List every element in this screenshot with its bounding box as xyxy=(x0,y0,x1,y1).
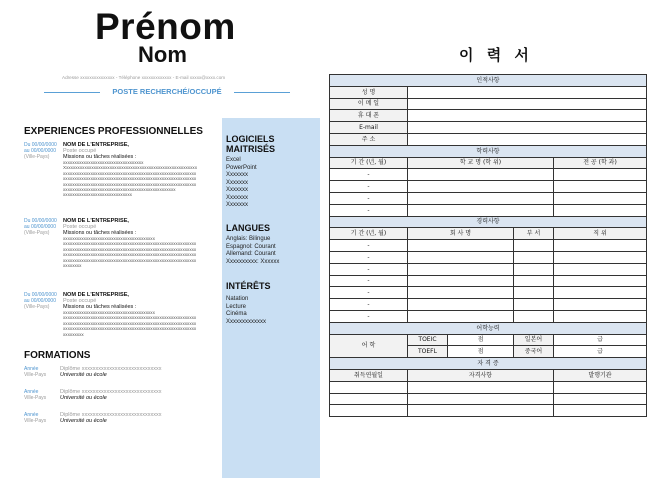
job-body xyxy=(63,142,228,198)
career-dept[interactable] xyxy=(514,275,554,287)
job-line: xxxxxxxxxxxxxxxxxxxxxxxxxxxxxxxxxxx xyxy=(63,160,144,165)
cert-issuer[interactable] xyxy=(554,381,647,393)
table-row xyxy=(330,228,647,240)
formation-year: Année xyxy=(24,366,39,372)
formation-school: Université ou école xyxy=(60,418,107,424)
table-row xyxy=(330,369,647,381)
formation-body xyxy=(60,389,220,401)
job-line: xxxxxxxxxxxxxxxxxxxxxxxxxxxxxxxxxxxxxxxxxxxxxxxxxxxxxxxxxx xyxy=(63,181,197,187)
career-col: 직 위 xyxy=(554,228,647,240)
first-name: Prénom xyxy=(95,6,236,47)
list-item: Cinéma xyxy=(226,311,247,317)
formation-date xyxy=(24,412,58,424)
job-body xyxy=(63,218,228,268)
cert-name[interactable] xyxy=(408,393,554,405)
personal-value[interactable] xyxy=(408,86,647,98)
formation-diploma: Diplôme xxxxxxxxxxxxxxxxxxxxxxxxxxxxx xyxy=(60,412,162,418)
education-col: 전 공 (학 과) xyxy=(554,157,647,169)
last-name: Nom xyxy=(138,42,187,67)
education-school[interactable] xyxy=(408,181,554,193)
job-date-from: Du 00/00/0000 xyxy=(24,218,57,224)
career-period[interactable]: - xyxy=(330,240,408,252)
formation-city: Ville-Pays xyxy=(24,418,47,424)
table-row xyxy=(330,299,647,311)
cert-name[interactable] xyxy=(408,381,554,393)
career-position[interactable] xyxy=(554,251,647,263)
cv-sidebar xyxy=(222,118,320,478)
career-period[interactable]: - xyxy=(330,287,408,299)
job-line: xxxxxxxxxxxxxxxxxxxxxxxxxxxxxxxxxxxxxxxxxxxxxxxxx xyxy=(63,187,176,193)
list-item: PowerPoint xyxy=(226,164,257,171)
job-line: xxxxxxxxxxxxxxxxxxxxxxxxxxxxxxxxxxxxxxxxxxxxxxxxxxxxxxxxxx xyxy=(63,315,197,321)
cert-date[interactable] xyxy=(330,381,408,393)
personal-label: 이 메 일 xyxy=(330,98,408,110)
career-col: 부 서 xyxy=(514,228,554,240)
table-row xyxy=(330,381,647,393)
poste-title: POSTE RECHERCHÉ/OCCUPÉ xyxy=(112,87,222,96)
career-company[interactable] xyxy=(408,251,514,263)
education-major[interactable] xyxy=(554,192,647,204)
table-row xyxy=(330,133,647,145)
list-item: Anglais: Bilingue xyxy=(226,236,271,242)
education-header: 학력사항 xyxy=(330,145,647,157)
lang-test: TOEFL xyxy=(408,346,448,358)
career-period[interactable]: - xyxy=(330,263,408,275)
career-period[interactable]: - xyxy=(330,275,408,287)
lang-name: 중국어 xyxy=(514,346,554,358)
table-row xyxy=(330,192,647,204)
career-company[interactable] xyxy=(408,275,514,287)
education-period[interactable]: - xyxy=(330,181,408,193)
list-item: Excel xyxy=(226,157,241,163)
cert-col: 취득연월일 xyxy=(330,369,408,381)
career-company[interactable] xyxy=(408,287,514,299)
job-line: xxxxxxxxxxxxxxxxxxxxxxxxxxxxxxxxxxxxxxxxxxxxxxxxxxxxxxxxxx xyxy=(63,246,197,252)
job-missions: Missions ou tâches réalisées : xyxy=(63,230,137,236)
personal-value[interactable] xyxy=(408,122,647,134)
job-company: NOM DE L'ENTREPRISE, xyxy=(63,292,129,298)
formation-body xyxy=(60,366,220,378)
cert-issuer[interactable] xyxy=(554,393,647,405)
table-row xyxy=(330,169,647,181)
career-header: 경력사항 xyxy=(330,216,647,228)
job-line: xxxxxxxxxxxxxxxxxxxxxxxxxxxxxxxxxxxxxxxx xyxy=(63,310,155,315)
education-period[interactable]: - xyxy=(330,192,408,204)
list-item: Xxxxxxx xyxy=(226,202,249,208)
personal-header: 인적사항 xyxy=(330,75,647,87)
table-row xyxy=(330,98,647,110)
personal-label: E-mail xyxy=(330,122,408,134)
job-company: NOM DE L'ENTREPRISE, xyxy=(63,142,129,148)
job-date-from: Du 00/00/0000 xyxy=(24,142,57,148)
education-period[interactable]: - xyxy=(330,204,408,216)
table-row xyxy=(330,86,647,98)
list-item: Natation xyxy=(226,296,249,302)
logiciels-heading-line2: MAITRISÉS xyxy=(226,144,276,154)
list-item: Xxxxxxx xyxy=(226,172,249,178)
job-line: xxxxxxxxxxxxxxxxxxxxxxxxxxxxxxxxxxxxxxxxxxxxxxxxxxxxxxxxxx xyxy=(63,257,197,263)
list-item: Lecture xyxy=(226,303,247,310)
table-row xyxy=(330,322,647,334)
career-company[interactable] xyxy=(408,310,514,322)
personal-value[interactable] xyxy=(408,133,647,145)
job-city: (Ville-Pays) xyxy=(24,304,50,310)
lang-name: 일본어 xyxy=(514,334,554,346)
cert-header: 자 격 증 xyxy=(330,358,647,370)
career-period[interactable]: - xyxy=(330,251,408,263)
job-date xyxy=(24,218,60,236)
table-row xyxy=(330,240,647,252)
cert-col: 발행기관 xyxy=(554,369,647,381)
logiciels-heading xyxy=(226,134,275,154)
education-school[interactable] xyxy=(408,169,554,181)
job-company: NOM DE L'ENTREPRISE, xyxy=(63,218,129,224)
personal-label: 성 명 xyxy=(330,86,408,98)
career-position[interactable] xyxy=(554,263,647,275)
logiciels-list xyxy=(226,157,257,210)
career-company[interactable] xyxy=(408,263,514,275)
table-row xyxy=(330,405,647,417)
formation-city: Ville-Pays xyxy=(24,372,47,378)
list-item: Xxxxxxxxxx: Xxxxxx xyxy=(226,258,280,265)
table-row xyxy=(330,216,647,228)
formation-date xyxy=(24,366,58,378)
list-item: Xxxxxxx xyxy=(226,179,249,186)
cert-col: 자격사항 xyxy=(408,369,554,381)
education-school[interactable] xyxy=(408,192,554,204)
interets-heading: INTÉRÊTS xyxy=(226,281,271,291)
career-period[interactable]: - xyxy=(330,299,408,311)
job-city: (Ville-Pays) xyxy=(24,230,50,236)
interets-list xyxy=(226,296,266,326)
job-body xyxy=(63,292,228,337)
language-label: 어 학 xyxy=(330,334,408,358)
job-line: xxxxxxxxxxxxxxxxxxxxxxxxxxxxxxxxxxxxxxxxxxxxxxxxxxxxxxxxxx xyxy=(63,326,197,332)
job-line: xxxxxxxxxxxxxxxxxxxxxxxxxxxxxxxxxxxxxxxxxxxxxxxxxxxxxxxxxx xyxy=(63,170,197,176)
career-col: 기 간 (년, 월) xyxy=(330,228,408,240)
personal-label: 휴 대 폰 xyxy=(330,110,408,122)
table-row xyxy=(330,122,647,134)
education-major[interactable] xyxy=(554,181,647,193)
education-major[interactable] xyxy=(554,204,647,216)
cert-date[interactable] xyxy=(330,405,408,417)
cert-date[interactable] xyxy=(330,393,408,405)
list-item: Xxxxxxx xyxy=(226,194,249,201)
poste-divider-right xyxy=(234,92,290,93)
education-col: 학 교 명 (학 위) xyxy=(408,157,554,169)
job-line: xxxxxxxxxxxxxxxxxxxxxxxxxxxxxxxxxxxxxxxxxxxxxxxxxxxxxxxxxx xyxy=(63,241,197,247)
job-line: xxxxxxxxxxxxxxxxxxxxxxxxxxxxxxxxxxxxxxxxxxxxxxxxxxxxxxxxxx xyxy=(63,320,197,326)
career-dept[interactable] xyxy=(514,240,554,252)
formation-body xyxy=(60,412,220,424)
resume-form-table xyxy=(329,74,647,417)
resume-title: 이 력 서 xyxy=(459,46,533,64)
cert-issuer[interactable] xyxy=(554,405,647,417)
table-row xyxy=(330,75,647,87)
job-poste: Poste occupé xyxy=(63,224,97,230)
job-date-from: Du 00/00/0000 xyxy=(24,292,57,298)
job-city: (Ville-Pays) xyxy=(24,154,50,160)
career-col: 회 사 명 xyxy=(408,228,514,240)
career-company[interactable] xyxy=(408,240,514,252)
job-line: xxxxxxxx xyxy=(63,263,82,269)
table-row xyxy=(330,157,647,169)
logiciels-heading-line1: LOGICIELS xyxy=(226,134,275,144)
lang-test: TOEIC xyxy=(408,334,448,346)
career-dept[interactable] xyxy=(514,263,554,275)
table-row xyxy=(330,310,647,322)
job-date xyxy=(24,292,60,310)
job-line: Xxxxxxxxxxxxxxxxxxxxxxxxxxxxxxxxxxxxxxxxxxxxxxxxxxxxxxxxxx xyxy=(63,165,197,171)
formation-diploma: Diplôme xxxxxxxxxxxxxxxxxxxxxxxxxxxxx xyxy=(60,366,162,372)
langues-heading: LANGUES xyxy=(226,223,271,233)
formation-city: Ville-Pays xyxy=(24,395,47,401)
lang-level-unit[interactable]: 급 xyxy=(554,346,647,358)
personal-value[interactable] xyxy=(408,110,647,122)
career-dept[interactable] xyxy=(514,251,554,263)
formation-year: Année xyxy=(24,412,39,418)
career-position[interactable] xyxy=(554,287,647,299)
job-date-to: au 00/00/0000 xyxy=(24,224,56,230)
formations-heading: FORMATIONS xyxy=(24,350,91,361)
job-date-to: au 00/00/0000 xyxy=(24,298,56,304)
job-date-to: au 00/00/0000 xyxy=(24,148,56,154)
cert-name[interactable] xyxy=(408,405,554,417)
table-row xyxy=(330,204,647,216)
career-position[interactable] xyxy=(554,275,647,287)
table-row xyxy=(330,334,647,346)
career-dept[interactable] xyxy=(514,287,554,299)
language-header: 어학능력 xyxy=(330,322,647,334)
job-missions: Missions ou tâches réalisées : xyxy=(63,304,137,310)
table-row xyxy=(330,393,647,405)
table-row xyxy=(330,275,647,287)
job-date xyxy=(24,142,60,160)
personal-label: 주 소 xyxy=(330,133,408,145)
job-poste: Poste occupé xyxy=(63,148,97,154)
career-dept[interactable] xyxy=(514,299,554,311)
education-school[interactable] xyxy=(408,204,554,216)
career-dept[interactable] xyxy=(514,310,554,322)
lang-score-unit[interactable]: 점 xyxy=(448,346,514,358)
lang-score-unit[interactable]: 점 xyxy=(448,334,514,346)
job-poste: Poste occupé xyxy=(63,298,97,304)
formation-year: Année xyxy=(24,389,39,395)
formation-diploma: Diplôme xxxxxxxxxxxxxxxxxxxxxxxxxxxxx xyxy=(60,389,162,395)
career-position[interactable] xyxy=(554,299,647,311)
contact-line: Adresse xxxxxxxxxxxxxxx - Téléphone xxxxxxxxxxxxx - E-mail xxxxx@xxxx.com xyxy=(62,75,226,80)
education-col: 기 간 (년, 월) xyxy=(330,157,408,169)
table-row xyxy=(330,358,647,370)
job-missions: Missions ou tâches réalisées : xyxy=(63,154,137,160)
career-period[interactable]: - xyxy=(330,310,408,322)
career-company[interactable] xyxy=(408,299,514,311)
table-row xyxy=(330,263,647,275)
poste-banner xyxy=(44,86,290,98)
langues-list xyxy=(226,236,279,266)
career-position[interactable] xyxy=(554,310,647,322)
table-row xyxy=(330,145,647,157)
table-row xyxy=(330,287,647,299)
list-item: Xxxxxxx xyxy=(226,187,249,193)
table-row xyxy=(330,110,647,122)
table-row xyxy=(330,251,647,263)
job-line: xxxxxxxxxxxxxxxxxxxxxxxxxxxxxxxxxxxxxxxxxxxxxxxxxxxxxxxxxx xyxy=(63,176,197,182)
personal-value[interactable] xyxy=(408,98,647,110)
career-position[interactable] xyxy=(554,240,647,252)
education-major[interactable] xyxy=(554,169,647,181)
job-line: xxxxxxxxxxxxxxxxxxxxxxxxxxxxxxxxxxxxxxxxxxxxxxxxxxxxxxxxxx xyxy=(63,252,197,258)
list-item: Xxxxxxxxxxxxx xyxy=(226,318,267,325)
table-row xyxy=(330,181,647,193)
list-item: Espagnol: Courant xyxy=(226,243,276,250)
lang-level-unit[interactable]: 급 xyxy=(554,334,647,346)
formation-school: Université ou école xyxy=(60,372,107,378)
formation-date xyxy=(24,389,58,401)
list-item: Allemand: Courant xyxy=(226,251,276,257)
job-line: xxxxxxxxx xyxy=(63,331,84,337)
education-period[interactable]: - xyxy=(330,169,408,181)
formation-school: Université ou école xyxy=(60,395,107,401)
job-line: xxxxxxxxxxxxxxxxxxxxxxxxxxxxxx xyxy=(63,192,132,198)
experience-heading: EXPERIENCES PROFESSIONNELLES xyxy=(24,126,203,137)
job-line: xxxxxxxxxxxxxxxxxxxxxxxxxxxxxxxxxxxxxxxx xyxy=(63,236,155,241)
